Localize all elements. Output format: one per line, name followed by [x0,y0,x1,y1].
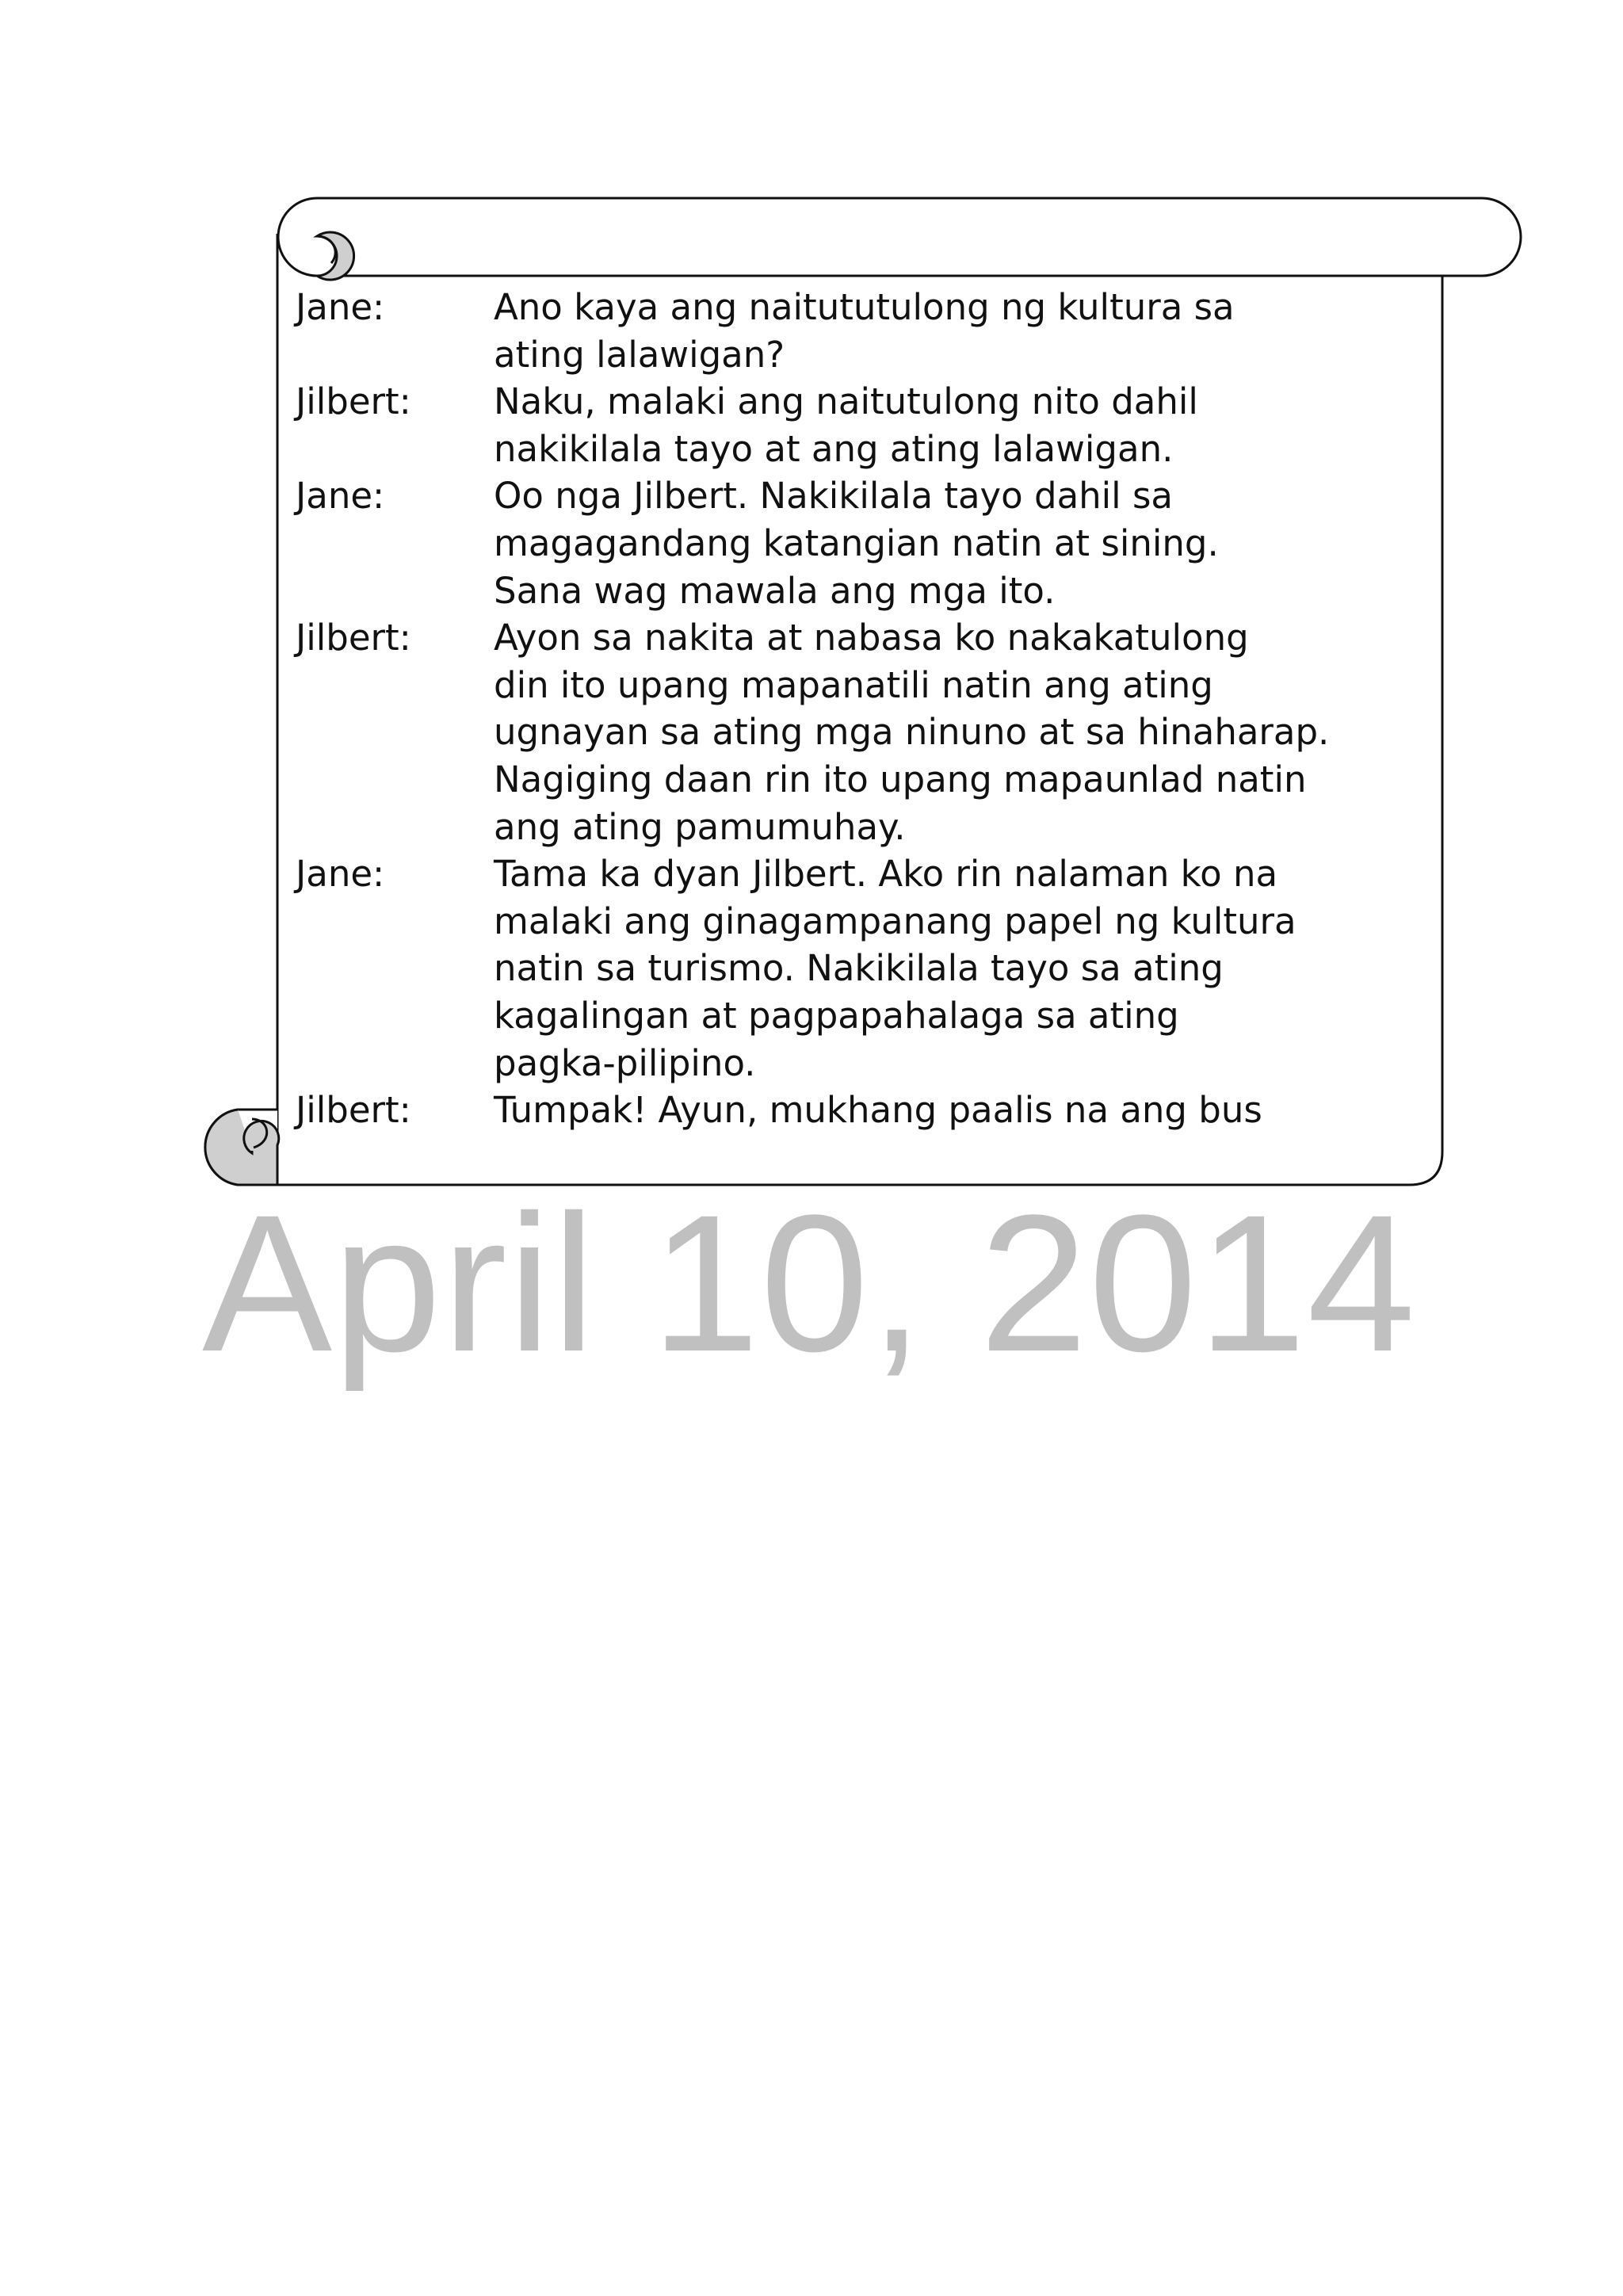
utterance-text: Tama ka dyan Jilbert. Ako rin nalaman ko na malaki ang ginagampanang papel ng kultura natin sa turismo. Nakikilala tayo sa ating kagalingan at pagpapahalaga sa ating pagka-pilipino. [494,853,1296,1084]
dialogue-line [296,614,1405,850]
scroll-top-roll [278,198,1521,276]
utterance-text: Ayon sa nakita at nabasa ko nakakatulong din ito upang mapanatili natin ang ating ugnayan sa ating mga ninuno at sa hinaharap. Nagiging daan rin ito upang mapaunlad natin ang ating pamumuhay. [494,617,1330,848]
dialogue-line [296,284,1405,378]
utterance-text: Ano kaya ang naitututulong ng kultura sa ating lalawigan? [494,286,1235,376]
dialogue-line [296,1087,1405,1134]
date-watermark: April 10, 2014 [202,1175,1417,1392]
speaker-name: Jilbert: [296,1089,411,1132]
dialogue-list [296,284,1405,1134]
utterance-text: Tumpak! Ayun, mukhang paalis na ang bus [494,1089,1262,1132]
speaker-name: Jane: [296,475,385,518]
utterance-text: Oo nga Jilbert. Nakikilala tayo dahil sa magagandang katangian natin at sining. Sana wag mawala ang mga ito. [494,475,1219,612]
dialogue-line [296,472,1405,614]
speaker-name: Jane: [296,853,385,896]
speaker-name: Jilbert: [296,380,411,423]
dialogue-line [296,378,1405,472]
dialogue-line [296,850,1405,1087]
speaker-name: Jane: [296,286,385,328]
utterance-text: Naku, malaki ang naitutulong nito dahil nakikilala tayo at ang ating lalawigan. [494,380,1198,470]
speaker-name: Jilbert: [296,617,411,659]
